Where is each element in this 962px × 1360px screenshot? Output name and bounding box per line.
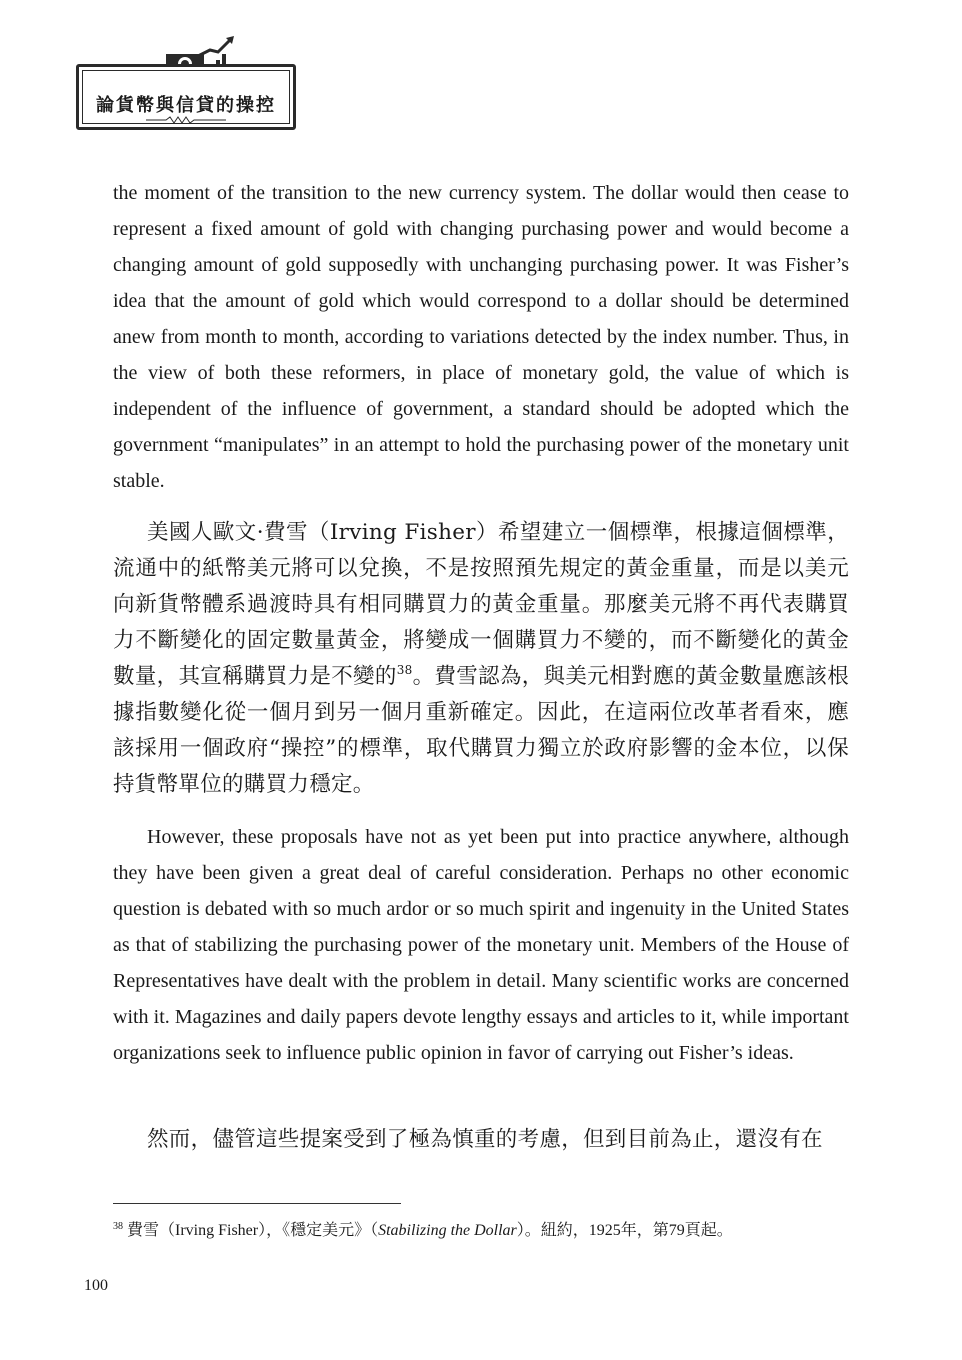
wave-ornament — [146, 116, 226, 124]
paragraph-english-1 — [113, 175, 849, 499]
page-number: 100 — [84, 1277, 108, 1294]
footnote-text: 費雪（Irving Fisher），《穩定美元》（ — [127, 1222, 379, 1239]
footnote-divider — [113, 1203, 401, 1204]
paragraph-chinese-2 — [113, 1122, 849, 1158]
paragraph-english-2 — [113, 819, 849, 1071]
footnote-ref[interactable]: 38 — [396, 663, 413, 677]
footnote-number: 38 — [113, 1221, 123, 1232]
footnote-book-title: Stabilizing the Dollar — [378, 1222, 517, 1239]
paragraph-text: the moment of the transition to the new currency system. The dollar would then cease to represent a fixed amount of gold with changing purchasing power and would become a changing amount of gold supposedly with unchanging purchasing power. It was Fisher’s idea that the amount of gold which would correspond to a dollar should be determined anew from month to month, according to variations detected by the index number. Thus, in the view of both these reformers, in place of monetary gold, the value of which is independent of the influence of government, a standard should be adopted which the government “manipulates” in an attempt to hold the purchasing power of the monetary unit stable. — [113, 182, 849, 492]
footnote — [113, 1220, 873, 1242]
paragraph-text — [113, 515, 849, 803]
book-header-badge — [76, 36, 294, 130]
paragraph-text: 然而，儘管這些提案受到了極為慎重的考慮，但到目前為止，還沒有在 — [147, 1127, 823, 1152]
paragraph-text: However, these proposals have not as yet been put into practice anywhere, although they have been given a great deal of careful consideration. Perhaps no other economic question is debated with so much ardor or so much spirit and ingenuity in the United States as that of stabilizing the purchasing power of the monetary unit. Members of the House of Representatives have dealt with the problem in detail. Many scientific works are concerned with it. Magazines and daily papers devote lengthy essays and articles to it, while important organizations seek to influence public opinion in favor of carrying out Fisher’s ideas. — [113, 826, 849, 1064]
paragraph-text-part: 美國人歐文·費雪（Irving Fisher）希望建立一個標準，根據這個標準，流通中的紙幣美元將可以兌換，不是按照預先規定的黃金重量，而是以美元向新貨幣體系過渡時具有相同購買力的黃金重量。那麼美元將不再代表購買力不斷變化的固定數量黃金，將變成一個購買力不變的，而不斷變化的黃金數量，其宣稱購買力是不變的 — [113, 520, 849, 689]
paragraph-text-part: 。費雪認為，與美元相對應的黃金數量應該根據指數變化從一個月到另一個月重新確定。因此，在這兩位改革者看來，應該採用一個政府“操控”的標準，取代購買力獨立於政府影響的金本位，以保持貨幣單位的購買力穩定。 — [113, 664, 849, 797]
book-title: 論貨幣與信貸的操控 — [96, 95, 276, 116]
footnote-text: ）。紐約，1925年，第79頁起。 — [516, 1222, 733, 1239]
paragraph-chinese-1 — [113, 515, 849, 803]
